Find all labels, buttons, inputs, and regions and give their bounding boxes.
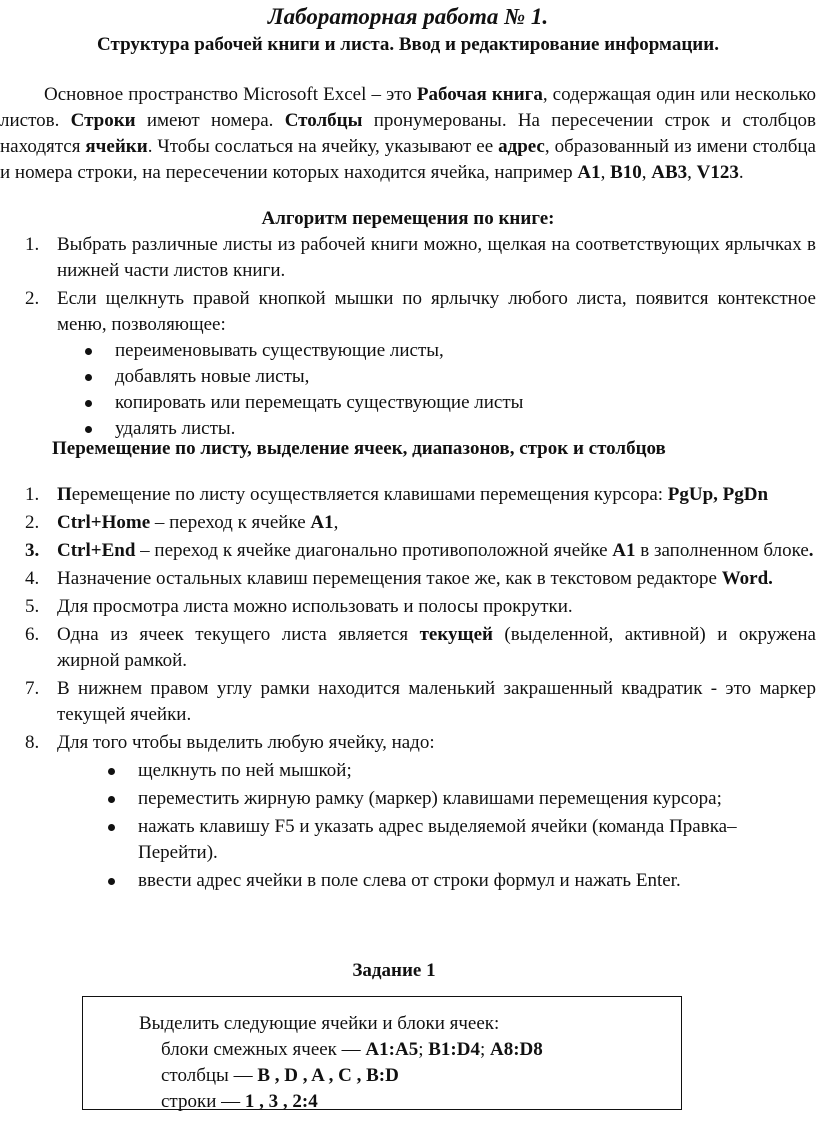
bullet-dot-icon bbox=[85, 400, 92, 407]
task-line-columns bbox=[139, 1063, 681, 1089]
intro-text: пронумерованы. На пересечении строк и столбцов находятся bbox=[0, 110, 816, 157]
task-text: ; bbox=[418, 1039, 429, 1060]
item-key-names: PgUp, PgDn bbox=[667, 484, 769, 505]
task-line-rows bbox=[139, 1089, 681, 1115]
item-cell-ref: A1 bbox=[310, 512, 334, 533]
intro-text: , содержащая один или несколько листов. bbox=[0, 84, 816, 131]
item-text: В нижнем правом углу рамки находится маленький закрашенный квадратик - это маркер текущей ячейки. bbox=[57, 678, 816, 725]
algorithm-heading: Алгоритм перемещения по книге: bbox=[261, 208, 555, 229]
task-text: ; bbox=[479, 1039, 490, 1060]
bullet-text: нажать клавишу F5 и указать адрес выделяемой ячейки (команда Правка–Перейти). bbox=[138, 816, 737, 863]
intro-term-address: адрес bbox=[498, 136, 545, 157]
item-key-names: Ctrl+End bbox=[57, 540, 136, 561]
item-text: Если щелкнуть правой кнопкой мышки по ярлычку любого листа, появится контекстное меню, позволяющее: bbox=[57, 288, 816, 335]
item-cell-ref: A1 bbox=[612, 540, 636, 561]
task-text: блоки смежных ячеек — bbox=[161, 1039, 366, 1060]
intro-text: , образованный из имени столбца и номера строки, на пересечении которых находится ячейка, например bbox=[0, 136, 816, 183]
item-text-bold: П bbox=[57, 484, 72, 505]
intro-text: , bbox=[641, 162, 652, 183]
list-item bbox=[0, 510, 816, 536]
bullet-item bbox=[78, 758, 816, 784]
bullet-text: переименовывать существующие листы, bbox=[115, 340, 444, 361]
page-title: Лабораторная работа № 1. bbox=[267, 4, 549, 29]
context-menu-bullets bbox=[55, 338, 816, 442]
bullet-item bbox=[78, 786, 816, 812]
list-item bbox=[0, 676, 816, 728]
page-subtitle: Структура рабочей книги и листа. Ввод и редактирование информации. bbox=[97, 34, 719, 55]
task-range: A1:A5 bbox=[365, 1039, 419, 1060]
task-range: B1:D4 bbox=[428, 1039, 480, 1060]
task-range: A8:D8 bbox=[490, 1039, 543, 1060]
intro-text: имеют номера. bbox=[135, 110, 285, 131]
intro-text: . bbox=[738, 162, 744, 183]
bullet-item bbox=[55, 390, 816, 416]
navigation-list bbox=[0, 482, 816, 894]
item-number: 2. bbox=[25, 288, 40, 309]
list-item bbox=[0, 286, 816, 442]
intro-example-cell: A1 bbox=[577, 162, 601, 183]
item-number: 1. bbox=[25, 484, 40, 505]
intro-term-columns: Столбцы bbox=[284, 110, 363, 131]
bullet-dot-icon bbox=[85, 426, 92, 433]
task-box bbox=[82, 996, 682, 1110]
algorithm-list bbox=[0, 232, 816, 442]
item-number: 3. bbox=[25, 540, 40, 561]
item-text-bold: . bbox=[808, 540, 814, 561]
item-text-bold: Word. bbox=[721, 568, 773, 589]
bullet-dot-icon bbox=[85, 348, 92, 355]
item-number: 1. bbox=[25, 234, 40, 255]
bullet-item bbox=[78, 868, 816, 894]
item-text: (выделенной, активной) и окружена жирной рамкой. bbox=[57, 624, 816, 671]
bullet-dot-icon bbox=[108, 824, 115, 831]
list-item bbox=[0, 232, 816, 284]
intro-term-cells: ячейки bbox=[85, 136, 148, 157]
intro-text: , bbox=[600, 162, 611, 183]
task-range: 1 , 3 , 2:4 bbox=[244, 1091, 318, 1112]
task-text: столбцы — bbox=[161, 1065, 258, 1086]
item-text: Одна из ячеек текущего листа является bbox=[57, 624, 420, 645]
list-item bbox=[0, 538, 816, 564]
bullet-item bbox=[55, 364, 816, 390]
task-instruction: Выделить следующие ячейки и блоки ячеек: bbox=[139, 1013, 500, 1034]
task-heading: Задание 1 bbox=[352, 960, 436, 981]
bullet-text: удалять листы. bbox=[115, 418, 236, 439]
item-text: – переход к ячейке диагонально противоположной ячейке bbox=[135, 540, 613, 561]
list-item bbox=[0, 594, 816, 620]
cell-select-bullets bbox=[78, 758, 816, 894]
list-item bbox=[0, 730, 816, 894]
bullet-dot-icon bbox=[108, 878, 115, 885]
item-number: 7. bbox=[25, 678, 40, 699]
item-text: , bbox=[333, 512, 339, 533]
bullet-item bbox=[78, 814, 816, 866]
bullet-dot-icon bbox=[85, 374, 92, 381]
task-text: строки — bbox=[161, 1091, 245, 1112]
task-range: B , D , A , C , B:D bbox=[257, 1065, 399, 1086]
bullet-dot-icon bbox=[108, 768, 115, 775]
intro-example-cell: AB3 bbox=[651, 162, 688, 183]
task-line-blocks bbox=[139, 1037, 681, 1063]
bullet-text: ввести адрес ячейки в поле слева от строки формул и нажать Enter. bbox=[138, 870, 681, 891]
item-number: 5. bbox=[25, 596, 40, 617]
item-text: в заполненном блоке bbox=[635, 540, 809, 561]
bullet-item bbox=[55, 338, 816, 364]
item-text: Для того чтобы выделить любую ячейку, надо: bbox=[57, 732, 435, 753]
bullet-text: копировать или перемещать существующие листы bbox=[115, 392, 524, 413]
item-number: 4. bbox=[25, 568, 40, 589]
navigation-heading: Перемещение по листу, выделение ячеек, диапазонов, строк и столбцов bbox=[52, 438, 666, 459]
intro-example-cell: B10 bbox=[610, 162, 642, 183]
list-item bbox=[0, 566, 816, 592]
bullet-text: переместить жирную рамку (маркер) клавишами перемещения курсора; bbox=[138, 788, 722, 809]
intro-text: Основное пространство Microsoft Excel – это bbox=[44, 84, 417, 105]
item-key-names: Ctrl+Home bbox=[57, 512, 151, 533]
item-number: 8. bbox=[25, 732, 40, 753]
item-text: еремещение по листу осуществляется клавишами перемещения курсора: bbox=[71, 484, 668, 505]
item-text: – переход к ячейке bbox=[150, 512, 311, 533]
intro-text: . Чтобы сослаться на ячейку, указывают ее bbox=[147, 136, 499, 157]
intro-term-workbook: Рабочая книга bbox=[416, 84, 543, 105]
list-item bbox=[0, 622, 816, 674]
intro-text: , bbox=[687, 162, 697, 183]
intro-paragraph bbox=[0, 82, 816, 186]
intro-example-cell: V123 bbox=[696, 162, 739, 183]
bullet-dot-icon bbox=[108, 796, 115, 803]
item-number: 2. bbox=[25, 512, 40, 533]
item-term-current: текущей bbox=[419, 624, 493, 645]
item-number: 6. bbox=[25, 624, 40, 645]
intro-term-rows: Строки bbox=[70, 110, 136, 131]
bullet-text: добавлять новые листы, bbox=[115, 366, 310, 387]
item-text: Выбрать различные листы из рабочей книги можно, щелкая на соответствующих ярлычках в нижней части листов книги. bbox=[57, 234, 816, 281]
list-item bbox=[0, 482, 816, 508]
item-text: Для просмотра листа можно использовать и полосы прокрутки. bbox=[57, 596, 573, 617]
item-text: Назначение остальных клавиш перемещения такое же, как в текстовом редакторе bbox=[57, 568, 722, 589]
bullet-text: щелкнуть по ней мышкой; bbox=[138, 760, 352, 781]
